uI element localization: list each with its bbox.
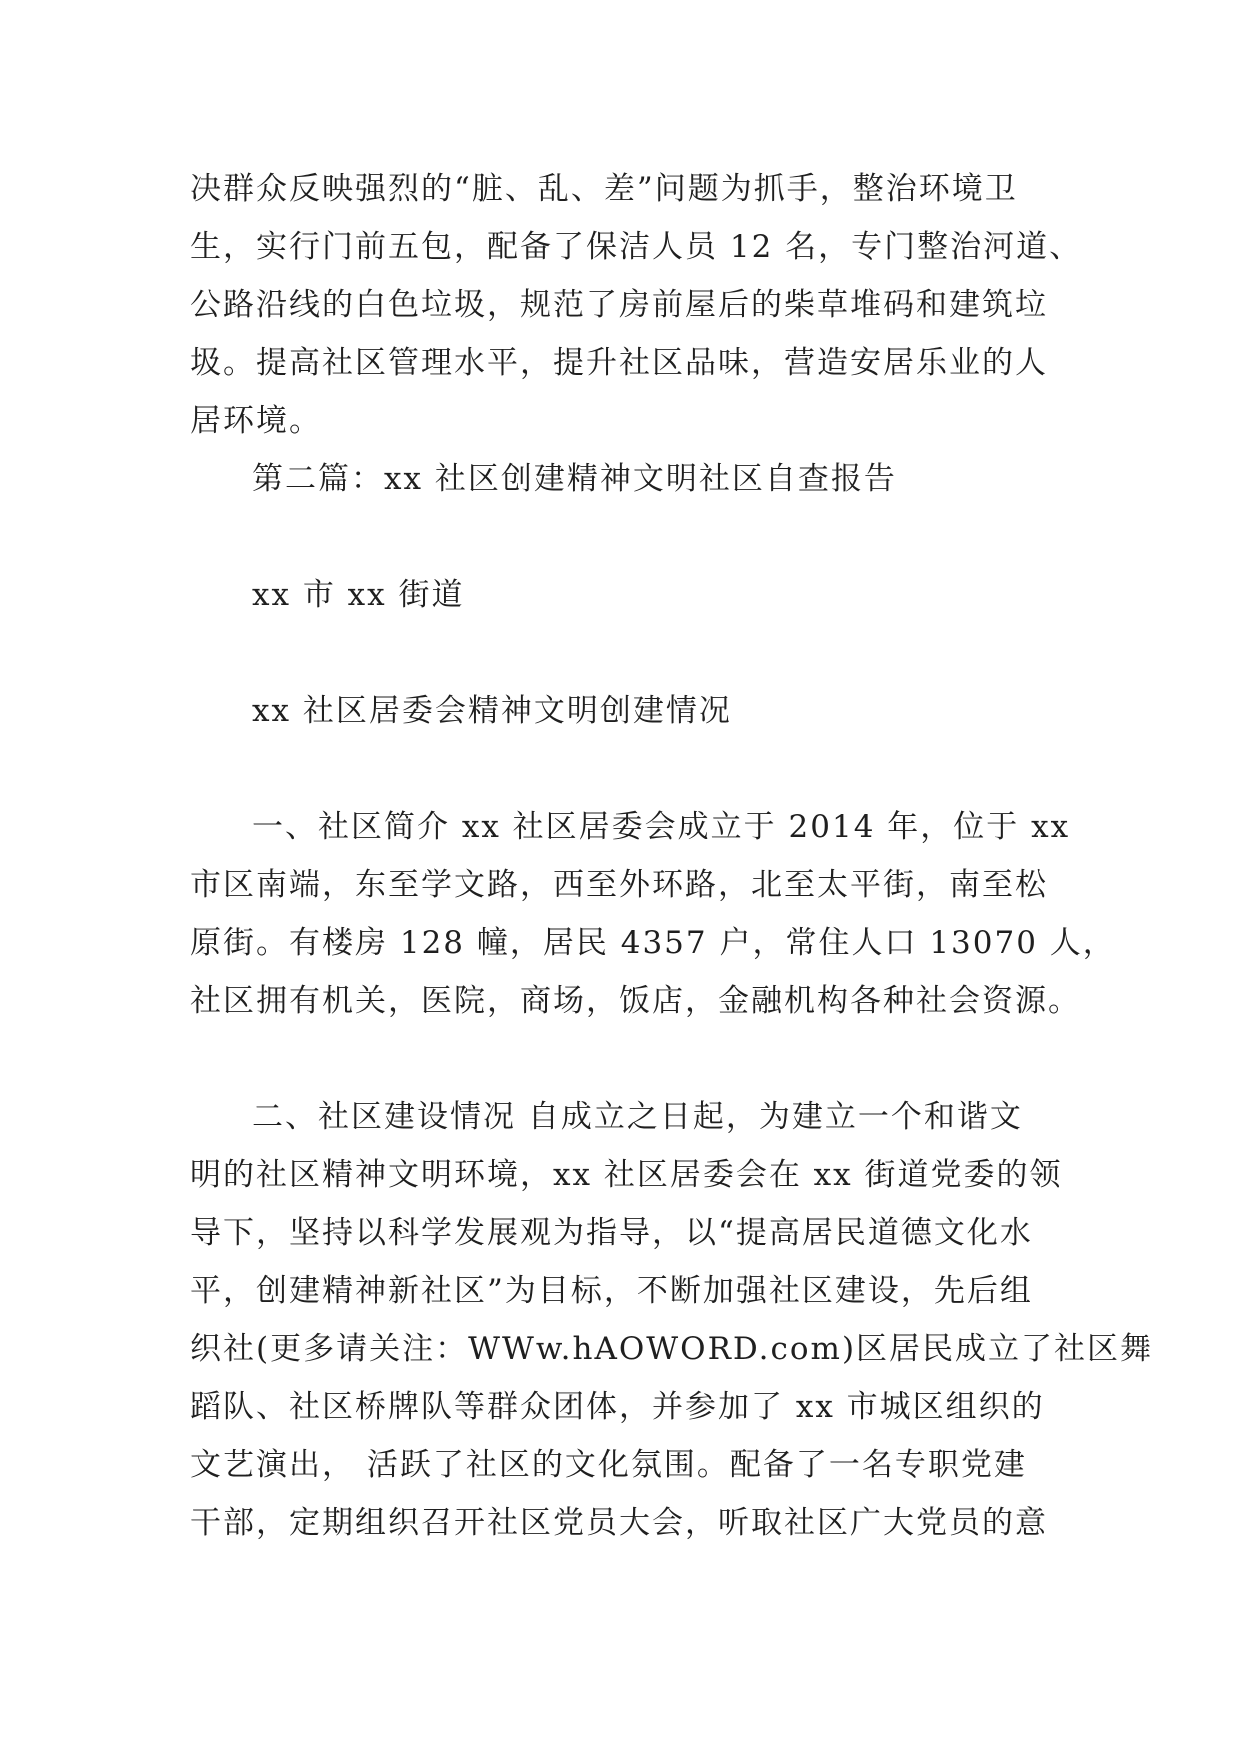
- text-line: 公路沿线的白色垃圾，规范了房前屋后的柴草堆码和建筑垃: [190, 287, 1048, 323]
- text-line: 圾。提高社区管理水平，提升社区品味，营造安居乐业的人: [190, 345, 1048, 381]
- text-line: 决群众反映强烈的“脏、乱、差”问题为抓手，整治环境卫: [190, 171, 1018, 207]
- text-line: 导下，坚持以科学发展观为指导，以“提高居民道德文化水: [190, 1215, 1033, 1251]
- paragraph-environment: [190, 160, 1083, 450]
- text-line: 明的社区精神文明环境，xx 社区居委会在 xx 街道党委的领: [190, 1157, 1063, 1193]
- text-line: 原街。有楼房 128 幢，居民 4357 户，常住人口 13070 人，: [190, 925, 1116, 961]
- text-line: 二、社区建设情况 自成立之日起，为建立一个和谐文: [252, 1099, 1023, 1135]
- paragraph-introduction: [190, 798, 1116, 1030]
- text-line: 一、社区简介 xx 社区居委会成立于 2014 年，位于 xx: [252, 809, 1071, 845]
- heading-text: 第二篇：xx 社区创建精神文明社区自查报告: [252, 461, 897, 497]
- paragraph-construction: [190, 1088, 1154, 1552]
- section-heading: [190, 450, 1070, 508]
- text-line: 市区南端，东至学文路，西至外环路，北至太平街，南至松: [190, 867, 1048, 903]
- text-line: 居环境。: [190, 403, 322, 439]
- subtitle-text: xx 社区居委会精神文明创建情况: [252, 693, 732, 729]
- text-line: 社区拥有机关，医院，商场，饭店，金融机构各种社会资源。: [190, 983, 1081, 1019]
- text-line: 织社(更多请关注：WWw.hAOWORD.com)区居民成立了社区舞: [190, 1331, 1154, 1367]
- text-line: 蹈队、社区桥牌队等群众团体，并参加了 xx 市城区组织的: [190, 1389, 1045, 1425]
- text-line: 平，创建精神新社区”为目标，不断加强社区建设，先后组: [190, 1273, 1033, 1309]
- subtitle-report: [190, 682, 1070, 740]
- subtitle-district: [190, 566, 1070, 624]
- document-body: [190, 160, 1154, 1552]
- subtitle-text: xx 市 xx 街道: [252, 577, 465, 613]
- text-line: 干部，定期组织召开社区党员大会，听取社区广大党员的意: [190, 1505, 1048, 1541]
- text-line: 文艺演出， 活跃了社区的文化氛围。配备了一名专职党建: [190, 1447, 1027, 1483]
- text-line: 生，实行门前五包，配备了保洁人员 12 名，专门整治河道、: [190, 229, 1083, 265]
